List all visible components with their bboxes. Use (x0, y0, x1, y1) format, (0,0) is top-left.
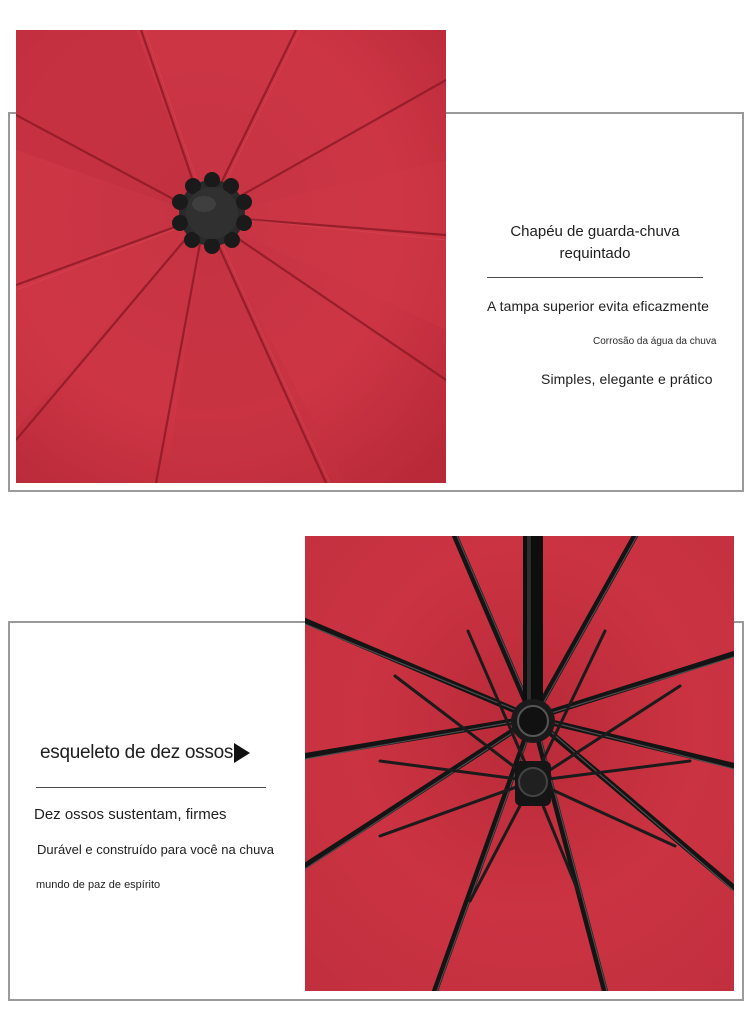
umbrella-underside-photo (305, 536, 734, 991)
umbrella-top-illustration (16, 30, 446, 483)
section2-title: esqueleto de dez ossos (40, 742, 234, 763)
section2-line3: mundo de paz de espírito (36, 879, 161, 891)
section1-line3: Simples, elegante e prático (541, 371, 713, 387)
section1-divider (487, 277, 703, 278)
umbrella-top-photo (16, 30, 446, 483)
section1-line1: A tampa superior evita eficazmente (487, 298, 710, 314)
section2-line1: Dez ossos sustentam, firmes (34, 806, 227, 823)
section1-title-line1: Chapéu de guarda-chuva (510, 223, 680, 240)
umbrella-ribs-illustration (305, 536, 734, 991)
section1-title-line2: requintado (559, 245, 631, 262)
section1-line2: Corrosão da água da chuva (593, 336, 717, 347)
section2-line2: Durável e construído para você na chuva (37, 842, 275, 857)
play-arrow-icon (234, 743, 250, 763)
section2-divider (36, 787, 266, 788)
